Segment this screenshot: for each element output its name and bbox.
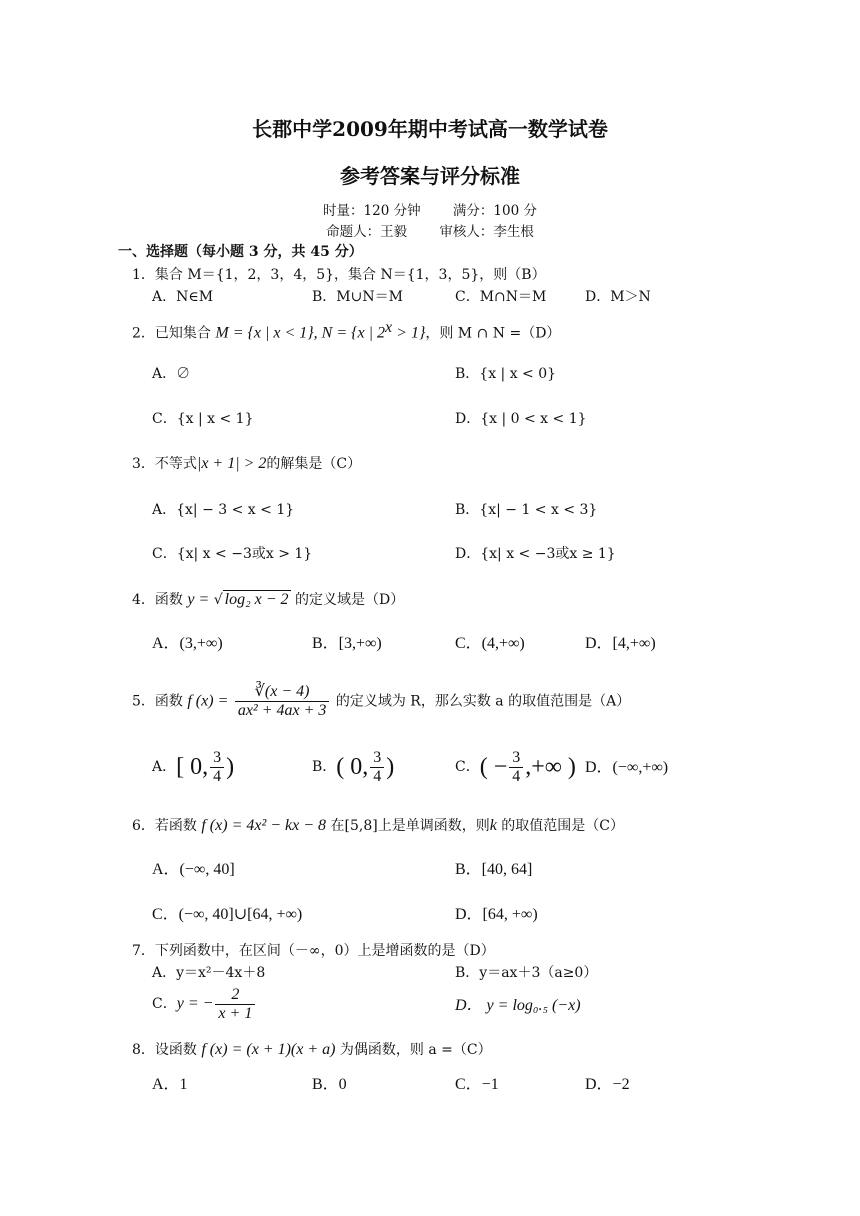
q2-stem-prefix: 2．已知集合 (132, 325, 216, 342)
q5-option-a-den: 4 (213, 767, 222, 785)
q2-exponent: x (385, 319, 393, 336)
q5-option-a (152, 748, 234, 786)
q5-option-a-left: [ 0, (176, 754, 209, 780)
q7-option-a: A．y＝x²－4x＋8 (152, 965, 266, 981)
q1-option-b: B．M∪N＝M (312, 289, 403, 305)
q6-stem-prefix: 6．若函数 (132, 818, 202, 834)
q8-option-d: D．−2 (585, 1076, 630, 1093)
q5-stem (132, 683, 630, 720)
q5-numerator: ∛(x − 4) (235, 683, 330, 702)
q4-stem-prefix: 4．函数 (132, 592, 188, 608)
q6-stem-middle: 在[5,8]上是单调函数，则 (326, 818, 490, 834)
q7-option-c-den: x + 1 (218, 1004, 253, 1022)
q5-option-a-fraction (210, 749, 224, 786)
q3-option-a: A．{x| − 3 < x < 1} (152, 502, 295, 518)
q2-formula-end: > 1} (392, 324, 426, 342)
q4-option-a: A．(3,+∞) (152, 635, 223, 652)
q5-option-d: D．(−∞,+∞) (585, 759, 669, 776)
q4-option-d: D．[4,+∞) (585, 635, 656, 652)
exam-author: 命题人：王毅 (326, 224, 408, 240)
q5-fx: f (x) = (187, 692, 229, 710)
q5-option-b-right: ) (386, 754, 395, 780)
q2-option-d: D．{x | 0 < x < 1} (455, 411, 587, 427)
q4-radicand: log₂ x − 2 (224, 591, 289, 608)
q2-option-b: B．{x | x < 0} (455, 366, 557, 382)
page-subtitle: 参考答案与评分标准 (340, 164, 520, 188)
exam-meta-line-1 (0, 199, 860, 219)
q5-option-a-right: ) (226, 754, 235, 780)
q6-stem-suffix: 的取值范围是（C） (496, 818, 624, 834)
q5-option-c (455, 748, 576, 786)
q6-k: k (489, 817, 497, 834)
q5-option-b-left: ( 0, (336, 754, 369, 780)
q8-stem-prefix: 8．设函数 (132, 1042, 202, 1058)
q4-option-c: C．(4,+∞) (455, 635, 525, 652)
q3-option-d: D．{x| x < −3或x ≥ 1} (455, 546, 616, 562)
q1-stem: 1．集合 M＝{1，2，3，4，5}，集合 N＝{1，3，5}，则（B） (132, 267, 546, 283)
q7-option-c-fraction (215, 986, 255, 1023)
exam-meta-line-2 (0, 220, 860, 240)
q5-option-b-label: B． (312, 759, 337, 775)
q5-stem-suffix: 的定义域为 R，那么实数 a 的取值范围是（A） (335, 693, 631, 710)
page-title: 长郡中学2009年期中考试高一数学试卷 (252, 117, 608, 141)
q6-option-b: B．[40, 64] (455, 861, 533, 878)
q5-option-b (312, 748, 394, 786)
q5-fraction (235, 683, 330, 720)
q7-option-d: D． y = log₀.₅ (−x) (455, 997, 581, 1014)
q2-option-a: A．∅ (152, 366, 191, 382)
q5-option-c-label: C． (455, 759, 480, 775)
q8-option-c: C．−1 (455, 1076, 499, 1093)
q6-formula: f (x) = 4x² − kx − 8 (201, 817, 327, 834)
q8-formula: f (x) = (x + 1)(x + a) (201, 1041, 336, 1058)
exam-full-score: 满分：100 分 (452, 203, 537, 219)
q5-option-a-label: A． (152, 759, 177, 775)
q7-option-c-y: y = − (176, 995, 214, 1012)
q4-stem: 4．函数 y = √ log₂ x − 2 的定义域是（D） (132, 591, 405, 608)
q5-option-c-left: ( − (479, 754, 508, 780)
q5-option-c-den: 4 (512, 767, 521, 785)
q5-option-b-den: 4 (373, 767, 382, 785)
q7-option-b: B．y＝ax＋3（a≥0） (455, 965, 598, 981)
q5-denominator: ax² + 4ax + 3 (237, 702, 327, 719)
q4-y: y = (187, 591, 210, 608)
q8-stem (132, 1040, 492, 1060)
q3-stem-suffix: 的解集是（C） (266, 456, 362, 472)
q1-option-a: A．N∈M (152, 289, 214, 305)
q6-option-a: A．(−∞, 40] (152, 861, 235, 878)
q7-option-c-label: C． (152, 996, 177, 1012)
q2-stem-suffix: ，则 M ∩ N =（D） (425, 325, 561, 342)
q3-option-b: B．{x| − 1 < x < 3} (455, 502, 598, 518)
q8-stem-suffix: 为偶函数，则 a =（C） (335, 1042, 492, 1058)
q5-option-c-fraction (509, 749, 523, 786)
q5-option-a-num: 3 (210, 749, 224, 768)
q1-option-c: C．M∩N＝M (455, 289, 547, 305)
q3-option-c: C．{x| x < −3或x > 1} (152, 546, 313, 562)
q3-formula: |x + 1| > 2 (196, 455, 267, 472)
q4-option-b: B．[3,+∞) (312, 635, 382, 652)
q7-option-c-num: 2 (215, 986, 255, 1005)
q6-stem (132, 816, 624, 836)
q6-option-d: D．[64, +∞) (455, 906, 538, 923)
q7-stem: 7．下列函数中，在区间（－∞，0）上是增函数的是（D） (132, 943, 495, 959)
q2-formula: M = {x | x < 1}, N = {x | 2 (215, 324, 386, 342)
q7-option-c (152, 985, 257, 1023)
q2-stem (132, 318, 560, 344)
q5-option-b-fraction (370, 749, 384, 786)
q4-stem-suffix: 的定义域是（D） (295, 592, 405, 608)
q5-option-c-num: 3 (509, 749, 523, 768)
q8-option-b: B．0 (312, 1076, 347, 1093)
exam-reviewer: 审核人：李生根 (439, 224, 534, 240)
q5-stem-prefix: 5．函数 (132, 693, 188, 710)
q1-option-d: D．M＞N (585, 289, 651, 305)
q5-option-b-num: 3 (370, 749, 384, 768)
q3-stem (132, 454, 361, 474)
q2-option-c: C．{x | x < 1} (152, 411, 254, 427)
q3-stem-prefix: 3．不等式 (132, 456, 197, 472)
q6-option-c: C．(−∞, 40]∪[64, +∞) (152, 906, 303, 923)
section-heading: 一、选择题（每小题 3 分，共 45 分） (118, 244, 363, 260)
q8-option-a: A．1 (152, 1076, 188, 1093)
exam-time: 时量：120 分钟 (323, 203, 421, 219)
q5-option-c-right: ,+∞ ) (525, 754, 576, 780)
